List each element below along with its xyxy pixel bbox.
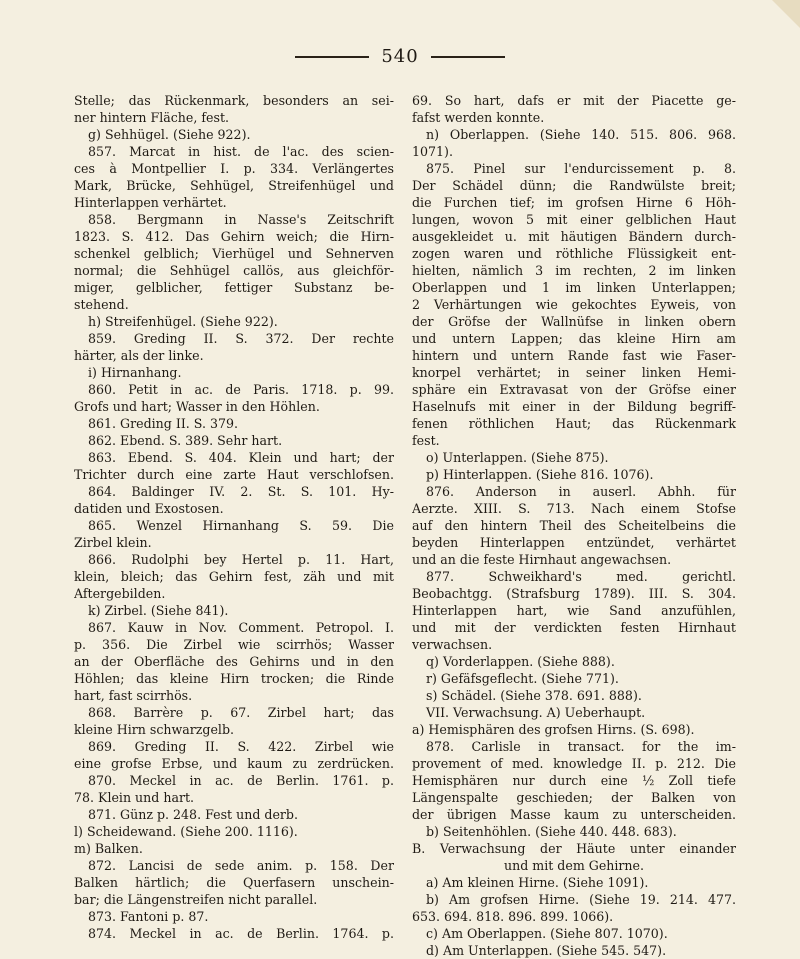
text-line: 868. Barrère p. 67. Zirbel hart; das xyxy=(88,705,394,720)
text-line: 874. Meckel in ac. de Berlin. 1764. p. xyxy=(88,926,394,941)
text-line: 861. Greding II. S. 379. xyxy=(88,416,239,431)
text-line: 860. Petit in ac. de Paris. 1718. p. 99. xyxy=(88,382,394,397)
text-line: hielten, nämlich 3 im rechten, 2 im linken xyxy=(412,263,736,278)
text-line: 876. Anderson in auserl. Abhh. für xyxy=(426,484,736,499)
text-line: 859. Greding II. S. 372. Der rechte xyxy=(88,331,394,346)
text-line: und untern Lappen; das kleine Hirn am xyxy=(412,331,736,346)
text-line: n) Oberlappen. (Siehe 140. 515. 806. 968. xyxy=(426,127,736,142)
text-line: Zirbel klein. xyxy=(74,535,152,550)
text-line: die Furchen tief; im grofsen Hirne 6 Höh- xyxy=(412,195,736,210)
text-line: 869. Greding II. S. 422. Zirbel wie xyxy=(88,739,394,754)
right-column xyxy=(412,92,736,959)
text-line: sphäre ein Extravasat von der Gröfse einer xyxy=(412,382,736,397)
text-line: 863. Ebend. S. 404. Klein und hart; der xyxy=(88,450,394,465)
text-line: c) Am Oberlappen. (Siehe 807. 1070). xyxy=(426,926,668,941)
text-line: p) Hinterlappen. (Siehe 816. 1076). xyxy=(426,467,654,482)
text-line: o) Unterlappen. (Siehe 875). xyxy=(426,450,609,465)
text-line: a) Hemisphären des grofsen Hirns. (S. 698). xyxy=(412,722,695,737)
text-line: B. Verwachsung der Häute unter einander xyxy=(412,841,736,856)
text-line: und an die feste Hirnhaut angewachsen. xyxy=(412,552,672,567)
left-column xyxy=(74,92,394,942)
text-line: Hinterlappen hart, wie Sand anzufühlen, xyxy=(412,603,736,618)
text-line: 866. Rudolphi bey Hertel p. 11. Hart, xyxy=(88,552,394,567)
text-line: Aerzte. XIII. S. 713. Nach einem Stofse xyxy=(412,501,736,516)
text-line: klein, bleich; das Gehirn fest, zäh und mit xyxy=(74,569,394,584)
text-line: Hemisphären nur durch eine ½ Zoll tiefe xyxy=(412,773,736,788)
text-line: Mark, Brücke, Sehhügel, Streifenhügel und xyxy=(74,178,394,193)
text-line: s) Schädel. (Siehe 378. 691. 888). xyxy=(426,688,642,703)
text-line: g) Sehhügel. (Siehe 922). xyxy=(88,127,251,142)
text-line: Balken härtlich; die Querfasern unschein- xyxy=(74,875,394,890)
text-line: und mit der verdickten festen Hirnhaut xyxy=(412,620,736,635)
text-line: a) Am kleinen Hirne. (Siehe 1091). xyxy=(426,875,649,890)
text-line: 69. So hart, dafs er mit der Piacette ge- xyxy=(412,93,736,108)
text-line: beyden Hinterlappen entzündet, verhärtet xyxy=(412,535,736,550)
header-rule-left xyxy=(295,56,369,58)
text-line: Längenspalte geschieden; der Balken von xyxy=(412,790,736,805)
text-line: und mit dem Gehirne. xyxy=(503,858,645,873)
text-line: provement of med. knowledge II. p. 212. Die xyxy=(412,756,736,771)
text-line: Aftergebilden. xyxy=(74,586,166,601)
text-line: 873. Fantoni p. 87. xyxy=(88,909,209,924)
text-line: 875. Pinel sur l'endurcissement p. 8. xyxy=(426,161,736,176)
text-line: h) Streifenhügel. (Siehe 922). xyxy=(88,314,278,329)
text-line: miger, gelblicher, fettiger Substanz be- xyxy=(74,280,394,295)
text-line: Stelle; das Rückenmark, besonders an sei- xyxy=(74,93,394,108)
text-line: b) Seitenhöhlen. (Siehe 440. 448. 683). xyxy=(426,824,677,839)
text-line: Beobachtgg. (Strafsburg 1789). III. S. 304. xyxy=(412,586,736,601)
text-line: der Gröfse der Wallnüfse in linken obern xyxy=(412,314,736,329)
text-line: Trichter durch eine zarte Haut verschlofsen. xyxy=(74,467,394,482)
text-line: fenen röthlichen Haut; das Rückenmark xyxy=(412,416,736,431)
text-line: r) Gefäfsgeflecht. (Siehe 771). xyxy=(426,671,619,686)
text-line: 864. Baldinger IV. 2. St. S. 101. Hy- xyxy=(88,484,394,499)
text-line: ausgekleidet u. mit häutigen Bändern durch- xyxy=(412,229,736,244)
text-line: 857. Marcat in hist. de l'ac. des scien- xyxy=(88,144,394,159)
text-line: k) Zirbel. (Siehe 841). xyxy=(88,603,229,618)
text-line: kleine Hirn schwarzgelb. xyxy=(74,722,235,737)
text-line: 872. Lancisi de sede anim. p. 158. Der xyxy=(88,858,394,873)
text-line: hintern und untern Rande fast wie Faser- xyxy=(412,348,736,363)
text-line: fafst werden konnte. xyxy=(412,110,545,125)
text-line: härter, als der linke. xyxy=(74,348,204,363)
text-line: stehend. xyxy=(74,297,129,312)
text-line: der übrigen Masse kaum zu unterscheiden. xyxy=(412,807,736,822)
page-header xyxy=(0,46,800,67)
text-line: i) Hirnanhang. xyxy=(88,365,182,380)
text-line: p. 356. Die Zirbel wie scirrhös; Wasser xyxy=(74,637,394,652)
header-rule-right xyxy=(431,56,505,58)
text-line: Der Schädel dünn; die Randwülste breit; xyxy=(412,178,736,193)
text-line: auf den hintern Theil des Scheitelbeins die xyxy=(412,518,736,533)
text-line: schenkel gelblich; Vierhügel und Sehnerven xyxy=(74,246,394,261)
text-line: 858. Bergmann in Nasse's Zeitschrift xyxy=(88,212,394,227)
text-line: 78. Klein und hart. xyxy=(74,790,195,805)
page-number: 540 xyxy=(381,46,419,67)
text-line: fest. xyxy=(412,433,440,448)
page-corner-fold xyxy=(772,0,800,28)
text-line: 1071). xyxy=(412,144,453,159)
text-line: ner hintern Fläche, fest. xyxy=(74,110,230,125)
text-line: 877. Schweikhard's med. gerichtl. xyxy=(426,569,736,584)
text-line: datiden und Exostosen. xyxy=(74,501,224,516)
text-line: Grofs und hart; Wasser in den Höhlen. xyxy=(74,399,320,414)
text-line: 1823. S. 412. Das Gehirn weich; die Hirn- xyxy=(74,229,394,244)
text-line: 865. Wenzel Hirnanhang S. 59. Die xyxy=(88,518,394,533)
text-line: eine grofse Erbse, und kaum zu zerdrücken. xyxy=(74,756,394,771)
text-line: 878. Carlisle in transact. for the im- xyxy=(426,739,736,754)
text-line: zogen waren und röthliche Flüssigkeit ent- xyxy=(412,246,736,261)
text-line: q) Vorderlappen. (Siehe 888). xyxy=(426,654,615,669)
text-line: an der Oberfläche des Gehirns und in den xyxy=(74,654,394,669)
text-line: Oberlappen und 1 im linken Unterlappen; xyxy=(412,280,736,295)
text-line: m) Balken. xyxy=(74,841,143,856)
text-line: Höhlen; das kleine Hirn trocken; die Rinde xyxy=(74,671,394,686)
text-line: 862. Ebend. S. 389. Sehr hart. xyxy=(88,433,283,448)
text-line: 653. 694. 818. 896. 899. 1066). xyxy=(412,909,614,924)
text-line: 870. Meckel in ac. de Berlin. 1761. p. xyxy=(88,773,394,788)
text-line: d) Am Unterlappen. (Siehe 545. 547). xyxy=(426,943,667,958)
text-line: Hinterlappen verhärtet. xyxy=(74,195,227,210)
text-line: 867. Kauw in Nov. Comment. Petropol. I. xyxy=(88,620,394,635)
text-line: ces à Montpellier I. p. 334. Verlängertes xyxy=(74,161,394,176)
text-line: b) Am grofsen Hirne. (Siehe 19. 214. 477. xyxy=(426,892,736,907)
text-line: bar; die Längenstreifen nicht parallel. xyxy=(74,892,318,907)
text-line: hart, fast scirrhös. xyxy=(74,688,193,703)
text-line: lungen, wovon 5 mit einer gelblichen Haut xyxy=(412,212,736,227)
text-line: Haselnufs mit einer in der Bildung begriff- xyxy=(412,399,736,414)
text-line: knorpel verhärtet; in seiner linken Hemi- xyxy=(412,365,736,380)
text-line: verwachsen. xyxy=(412,637,493,652)
text-line: 871. Günz p. 248. Fest und derb. xyxy=(88,807,298,822)
text-line: 2 Verhärtungen wie gekochtes Eyweis, von xyxy=(412,297,736,312)
text-line: VII. Verwachsung. A) Ueberhaupt. xyxy=(426,705,646,720)
text-line: normal; die Sehhügel callös, aus gleichför- xyxy=(74,263,394,278)
text-line: l) Scheidewand. (Siehe 200. 1116). xyxy=(74,824,298,839)
